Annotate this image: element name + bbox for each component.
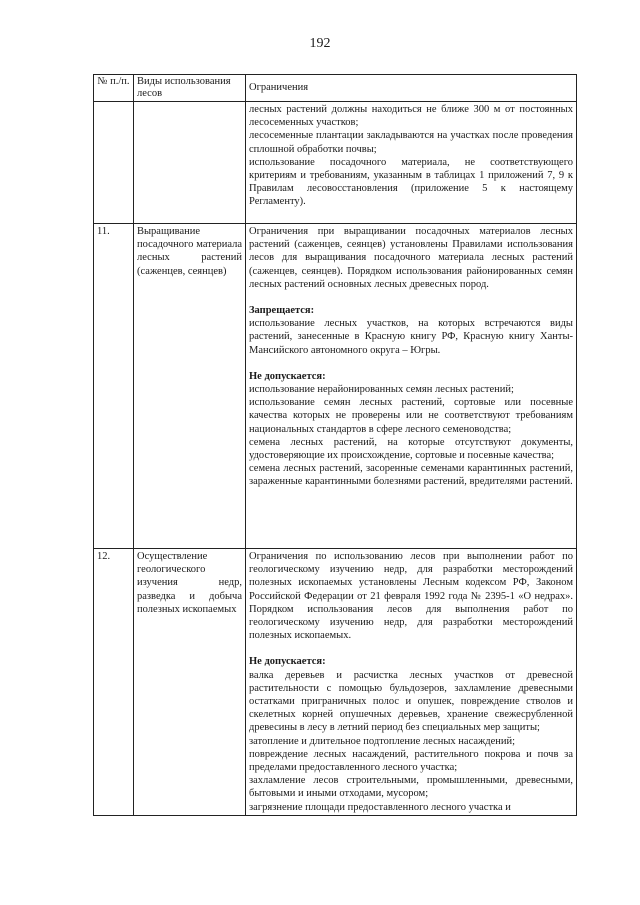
restrictions-table — [93, 74, 577, 816]
list-item: использование семян лесных растений, сортовые или посевные качества которых не проверены или не соответствуют требованиям национальных стандартов в сфере лесного семеноводства; — [249, 397, 573, 435]
prohibited-heading: Запрещается: — [249, 305, 315, 317]
table-header-row — [94, 75, 577, 102]
restriction-intro: Ограничения по использованию лесов при выполнении работ по геологическому изучению недр, для разработки месторождений полезных ископаемых установлены Лесным кодексом РФ, Законом Российской Федерации от 21 февраля 1992 года № 2395-1 «О недрах». Порядком использования лесов для выполнения работ по геологическому изучению недр, для разработки месторождений полезных ископаемых. — [249, 551, 573, 642]
list-item: семена лесных растений, на которые отсутствуют документы, удостоверяющие их происхождение, сортовые и посевные качества; — [249, 436, 573, 462]
list-item: использование нерайонированных семян лесных растений; — [249, 384, 514, 396]
row-kind: Осуществление геологического изучения недр, разведка и добыча полезных ископаемых — [134, 549, 246, 816]
not-allowed-heading: Не допускается: — [249, 656, 326, 668]
page-number: 192 — [309, 36, 331, 51]
list-item: использование лесных участков, на которых встречаются виды растений, занесенные в Красную книгу РФ, Красную книгу Ханты-Мансийского автономного округа – Югры. — [249, 318, 573, 356]
row-kind: Выращивание посадочного материала лесных растений (саженцев, сеянцев) — [134, 224, 246, 549]
header-kind: Виды использования лесов — [134, 75, 246, 102]
table-row — [94, 102, 577, 224]
list-item: лесосеменные плантации закладываются на участках после проведения сплошной обработки почвы; — [249, 130, 573, 155]
table-row — [94, 549, 577, 816]
header-restrictions: Ограничения — [246, 75, 577, 102]
not-allowed-heading: Не допускается: — [249, 370, 326, 382]
row-number: 11. — [94, 224, 134, 549]
list-item: использование посадочного материала, не соответствующего критериям и требованиям, указанным в таблицах 1 приложений 7, 9 к Правилам лесовосстановления (приложение 5 к настоящему Регламенту). — [249, 156, 573, 208]
restriction-intro: Ограничения при выращивании посадочных материалов лесных растений (саженцев, сеянцев) установлены Правилами использования лесов для выращивания посадочного материала лесных растений (саженцев, сеянцев). Порядком использования районированных семян лесных растений основных лесных древесных пород. — [249, 226, 573, 290]
row-restrictions — [246, 549, 577, 816]
list-item: лесных растений должны находиться не ближе 300 м от постоянных лесосеменных участков; — [249, 104, 573, 129]
list-item: захламление лесов строительными, промышленными, древесными, бытовыми и иными отходами, мусором; — [249, 775, 573, 800]
list-item: загрязнение площади предоставленного лесного участка и — [249, 801, 511, 813]
row-number: 12. — [94, 549, 134, 816]
list-item: затопление и длительное подтопление лесных насаждений; — [249, 735, 516, 747]
list-item: повреждение лесных насаждений, растительного покрова и почв за пределами предоставленного лесного участка; — [249, 748, 573, 774]
table-row — [94, 224, 577, 549]
row-restrictions — [246, 224, 577, 549]
list-item: валка деревьев и расчистка лесных участков от древесной растительности с помощью бульдозеров, захламление древесными остатками приграничных полос и опушек, повреждение стволов и скелетных корней опушечных деревьев, хранение свежесрубленной древесины в лесу в летний период без специальных мер защиты; — [249, 669, 573, 734]
list-item: семена лесных растений, засоренные семенами карантинных растений, зараженные карантинными болезнями растений, вредителями растений. — [249, 463, 573, 488]
header-num: № п./п. — [94, 75, 134, 102]
continuation-cell — [246, 102, 577, 224]
